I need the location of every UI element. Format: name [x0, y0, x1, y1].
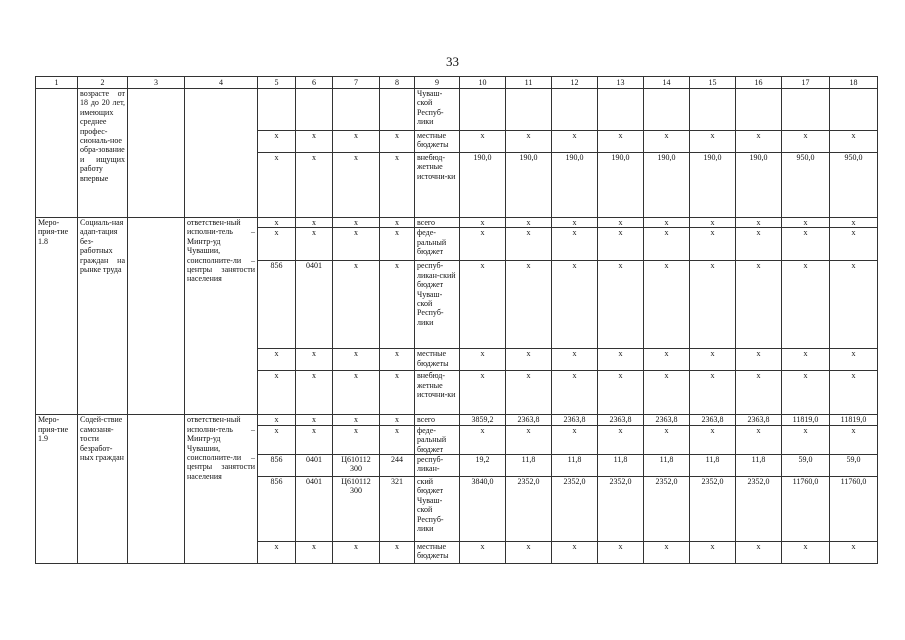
value-cell: x	[644, 218, 690, 228]
value-cell: x	[830, 131, 878, 153]
code-cell: x	[258, 218, 296, 228]
value-cell: x	[506, 425, 552, 454]
value-cell: 190,0	[598, 153, 644, 218]
value-cell: x	[782, 228, 830, 261]
value-cell	[690, 89, 736, 131]
measure-id-cell: Меро-прия-тие 1.8	[36, 218, 78, 415]
column-number-9: 9	[415, 77, 460, 89]
value-cell: x	[598, 542, 644, 564]
funding-source-cell: респуб-ликан-ский бюджет Чуваш-ской Респуб-лики	[415, 261, 460, 349]
budget-table	[35, 76, 878, 564]
value-cell: 2363,8	[690, 415, 736, 425]
value-cell: x	[782, 542, 830, 564]
value-cell: x	[506, 228, 552, 261]
column-number-3: 3	[128, 77, 185, 89]
table-row	[36, 415, 878, 425]
code-cell: x	[380, 371, 415, 415]
value-cell: 2352,0	[598, 477, 644, 542]
value-cell: 3840,0	[460, 477, 506, 542]
column-number-18: 18	[830, 77, 878, 89]
code-cell: x	[258, 228, 296, 261]
code-cell: x	[296, 349, 333, 371]
code-cell: x	[258, 415, 296, 425]
value-cell: 11,8	[598, 455, 644, 477]
code-cell: x	[333, 228, 380, 261]
code-cell: x	[380, 349, 415, 371]
value-cell: x	[690, 261, 736, 349]
code-cell: x	[258, 371, 296, 415]
funding-source-cell: ский бюджет Чуваш-ской Респуб-лики	[415, 477, 460, 542]
value-cell: 11,8	[644, 455, 690, 477]
code-cell: x	[380, 131, 415, 153]
value-cell: x	[552, 228, 598, 261]
value-cell: 2363,8	[506, 415, 552, 425]
funding-source-cell: местные бюджеты	[415, 349, 460, 371]
value-cell: x	[506, 131, 552, 153]
executor-cell: ответствен-ный исполни-тель – Минтр-уд Чувашии, соисполните-ли – центры занятости населения	[185, 218, 258, 415]
funding-source-cell: местные бюджеты	[415, 131, 460, 153]
measure-name-cell: возрасте от 18 до 20 лет, имеющих среднее профес-сиональ-ное обра-зование и ищущих работу впервые	[78, 89, 128, 218]
value-cell: x	[552, 371, 598, 415]
empty-cell	[128, 89, 185, 218]
value-cell	[736, 89, 782, 131]
measure-name-cell: Содей-ствие самозаня-тости безработ-ных граждан	[78, 415, 128, 564]
funding-source-cell: местные бюджеты	[415, 542, 460, 564]
value-cell: x	[690, 371, 736, 415]
value-cell	[644, 89, 690, 131]
column-number-11: 11	[506, 77, 552, 89]
value-cell: 190,0	[736, 153, 782, 218]
value-cell: x	[690, 131, 736, 153]
code-cell: x	[333, 415, 380, 425]
column-number-12: 12	[552, 77, 598, 89]
value-cell: x	[552, 218, 598, 228]
value-cell: x	[598, 131, 644, 153]
column-number-8: 8	[380, 77, 415, 89]
funding-source-cell: феде-ральный бюджет	[415, 425, 460, 454]
value-cell	[552, 89, 598, 131]
value-cell: 11760,0	[782, 477, 830, 542]
value-cell: x	[460, 371, 506, 415]
value-cell	[830, 89, 878, 131]
code-cell: 244	[380, 455, 415, 477]
value-cell: x	[598, 228, 644, 261]
value-cell	[782, 89, 830, 131]
code-cell: 856	[258, 477, 296, 542]
value-cell: x	[830, 542, 878, 564]
value-cell: x	[552, 425, 598, 454]
code-cell: x	[380, 542, 415, 564]
value-cell: x	[506, 218, 552, 228]
value-cell: x	[782, 261, 830, 349]
value-cell: x	[460, 131, 506, 153]
value-cell: 2352,0	[690, 477, 736, 542]
code-cell: x	[333, 218, 380, 228]
code-cell: x	[296, 218, 333, 228]
value-cell: x	[830, 261, 878, 349]
value-cell: x	[736, 542, 782, 564]
code-cell: Ц610112 300	[333, 455, 380, 477]
code-cell: x	[333, 349, 380, 371]
column-number-5: 5	[258, 77, 296, 89]
value-cell: x	[690, 218, 736, 228]
code-cell: 0401	[296, 455, 333, 477]
column-number-7: 7	[333, 77, 380, 89]
code-cell: x	[296, 542, 333, 564]
code-cell: x	[380, 415, 415, 425]
value-cell: x	[506, 542, 552, 564]
value-cell: x	[736, 228, 782, 261]
header-row	[36, 77, 878, 89]
funding-source-cell: внебюд-жетные источни-ки	[415, 371, 460, 415]
code-cell	[296, 89, 333, 131]
value-cell: x	[460, 425, 506, 454]
value-cell: x	[736, 371, 782, 415]
value-cell	[506, 89, 552, 131]
value-cell: 2352,0	[506, 477, 552, 542]
funding-source-cell: внебюд-жетные источни-ки	[415, 153, 460, 218]
value-cell: x	[506, 261, 552, 349]
value-cell: x	[552, 131, 598, 153]
value-cell: 59,0	[782, 455, 830, 477]
value-cell: x	[782, 349, 830, 371]
code-cell: 0401	[296, 261, 333, 349]
value-cell: x	[552, 542, 598, 564]
value-cell: x	[460, 218, 506, 228]
column-number-6: 6	[296, 77, 333, 89]
value-cell: x	[830, 371, 878, 415]
column-number-1: 1	[36, 77, 78, 89]
executor-cell	[185, 89, 258, 218]
value-cell: x	[830, 218, 878, 228]
value-cell: 3859,2	[460, 415, 506, 425]
code-cell: x	[258, 131, 296, 153]
value-cell: 11,8	[736, 455, 782, 477]
value-cell: 2363,8	[644, 415, 690, 425]
code-cell	[258, 89, 296, 131]
value-cell: x	[782, 131, 830, 153]
code-cell: x	[333, 261, 380, 349]
value-cell: x	[690, 425, 736, 454]
value-cell: 59,0	[830, 455, 878, 477]
code-cell: x	[258, 153, 296, 218]
funding-source-cell: всего	[415, 415, 460, 425]
value-cell: x	[598, 425, 644, 454]
value-cell: x	[690, 228, 736, 261]
value-cell: 2363,8	[736, 415, 782, 425]
column-number-10: 10	[460, 77, 506, 89]
table-row	[36, 89, 878, 131]
code-cell: x	[380, 218, 415, 228]
value-cell: x	[736, 218, 782, 228]
value-cell: 190,0	[644, 153, 690, 218]
value-cell: x	[598, 349, 644, 371]
value-cell: x	[460, 261, 506, 349]
value-cell: 11,8	[506, 455, 552, 477]
value-cell: x	[460, 349, 506, 371]
executor-cell: ответствен-ный исполни-тель – Минтр-уд Чувашии, соисполните-ли – центры занятости населения	[185, 415, 258, 564]
empty-cell	[128, 415, 185, 564]
value-cell: x	[506, 371, 552, 415]
value-cell: x	[552, 349, 598, 371]
value-cell: x	[690, 349, 736, 371]
code-cell: x	[296, 425, 333, 454]
table-row	[36, 218, 878, 228]
value-cell: x	[598, 218, 644, 228]
measure-id-cell	[36, 89, 78, 218]
empty-cell	[128, 218, 185, 415]
code-cell: x	[296, 131, 333, 153]
value-cell: 2352,0	[644, 477, 690, 542]
code-cell: x	[333, 131, 380, 153]
value-cell: x	[644, 371, 690, 415]
value-cell: 190,0	[552, 153, 598, 218]
value-cell: 950,0	[830, 153, 878, 218]
value-cell: x	[598, 371, 644, 415]
code-cell: x	[380, 228, 415, 261]
value-cell: x	[830, 228, 878, 261]
value-cell: x	[690, 542, 736, 564]
code-cell: x	[380, 425, 415, 454]
funding-source-cell: Чуваш-ской Респуб-лики	[415, 89, 460, 131]
column-number-16: 16	[736, 77, 782, 89]
column-number-14: 14	[644, 77, 690, 89]
code-cell: x	[380, 261, 415, 349]
value-cell: x	[736, 349, 782, 371]
value-cell: x	[644, 228, 690, 261]
value-cell: 190,0	[506, 153, 552, 218]
value-cell: 11760,0	[830, 477, 878, 542]
value-cell: 11819,0	[830, 415, 878, 425]
value-cell: x	[460, 228, 506, 261]
value-cell: 190,0	[460, 153, 506, 218]
code-cell: x	[333, 153, 380, 218]
value-cell: x	[598, 261, 644, 349]
code-cell: 856	[258, 261, 296, 349]
value-cell: 19,2	[460, 455, 506, 477]
value-cell: x	[736, 425, 782, 454]
value-cell: 2363,8	[552, 415, 598, 425]
value-cell: x	[552, 261, 598, 349]
value-cell: x	[644, 261, 690, 349]
column-number-2: 2	[78, 77, 128, 89]
code-cell: x	[296, 153, 333, 218]
code-cell: 0401	[296, 477, 333, 542]
value-cell: x	[736, 131, 782, 153]
funding-source-cell: респуб-ликан-	[415, 455, 460, 477]
code-cell: 321	[380, 477, 415, 542]
value-cell: 2363,8	[598, 415, 644, 425]
code-cell: x	[296, 228, 333, 261]
column-number-13: 13	[598, 77, 644, 89]
value-cell: x	[782, 371, 830, 415]
code-cell: x	[333, 542, 380, 564]
funding-source-cell: всего	[415, 218, 460, 228]
value-cell: 11,8	[690, 455, 736, 477]
code-cell: x	[380, 153, 415, 218]
value-cell: 950,0	[782, 153, 830, 218]
code-cell: x	[258, 542, 296, 564]
code-cell: x	[333, 371, 380, 415]
value-cell	[460, 89, 506, 131]
page-number: 33	[446, 54, 459, 69]
value-cell: x	[460, 542, 506, 564]
value-cell: 11819,0	[782, 415, 830, 425]
value-cell: 11,8	[552, 455, 598, 477]
value-cell: x	[830, 425, 878, 454]
value-cell: 190,0	[690, 153, 736, 218]
value-cell: x	[644, 131, 690, 153]
code-cell: x	[258, 425, 296, 454]
code-cell: x	[296, 371, 333, 415]
code-cell	[380, 89, 415, 131]
value-cell: 2352,0	[552, 477, 598, 542]
value-cell: x	[644, 542, 690, 564]
code-cell: 856	[258, 455, 296, 477]
value-cell: 2352,0	[736, 477, 782, 542]
code-cell: x	[333, 425, 380, 454]
column-number-4: 4	[185, 77, 258, 89]
value-cell: x	[782, 425, 830, 454]
code-cell	[333, 89, 380, 131]
value-cell: x	[506, 349, 552, 371]
value-cell: x	[736, 261, 782, 349]
measure-name-cell: Социаль-ная адап-тация без-работных граждан на рынке труда	[78, 218, 128, 415]
value-cell: x	[644, 349, 690, 371]
value-cell: x	[644, 425, 690, 454]
code-cell: Ц610112 300	[333, 477, 380, 542]
value-cell	[598, 89, 644, 131]
column-number-15: 15	[690, 77, 736, 89]
value-cell: x	[830, 349, 878, 371]
code-cell: x	[258, 349, 296, 371]
funding-source-cell: феде-ральный бюджет	[415, 228, 460, 261]
code-cell: x	[296, 415, 333, 425]
column-number-17: 17	[782, 77, 830, 89]
value-cell: x	[782, 218, 830, 228]
measure-id-cell: Меро-прия-тие 1.9	[36, 415, 78, 564]
